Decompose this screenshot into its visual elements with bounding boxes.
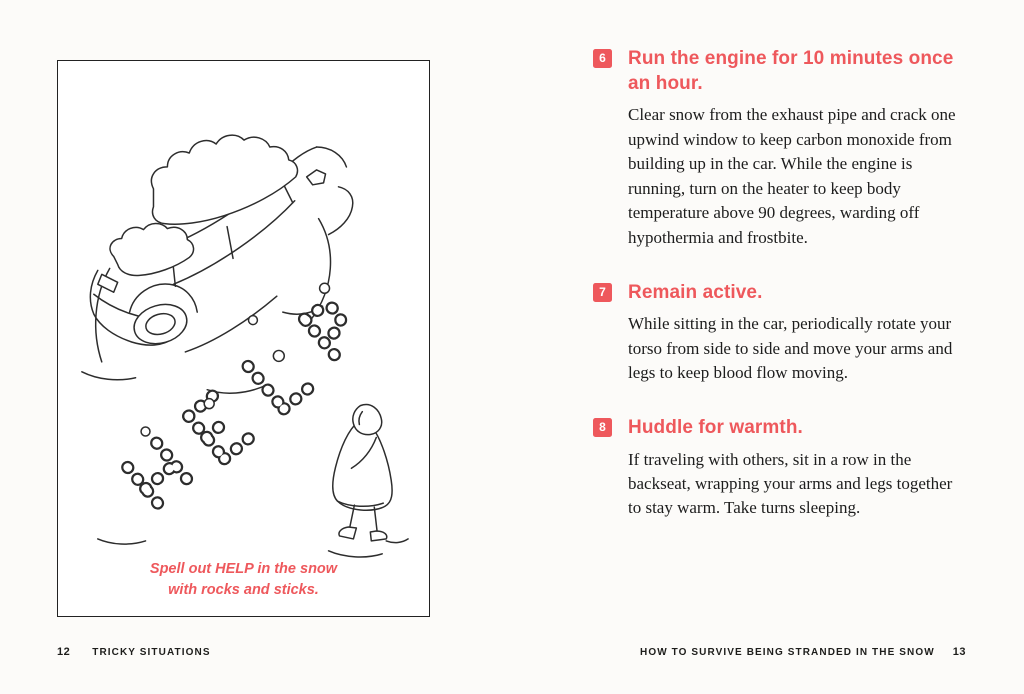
car-illustration [90, 135, 352, 352]
step-title: Run the engine for 10 minutes once an hour. [628, 48, 954, 95]
left-page-footer [57, 646, 211, 658]
step-number-badge: 6 [593, 49, 612, 68]
step-body: Clear snow from the exhaust pipe and crack one upwind window to keep carbon monoxide from building up in the car. While the engine is running, turn on the heater to keep body temperature above 90 degrees, warding off hypothermia and frostbite. [628, 105, 956, 247]
right-page-footer [640, 646, 966, 658]
page-number-left: 12 [57, 646, 71, 658]
running-head-right: HOW TO SURVIVE BEING STRANDED IN THE SNOW [640, 647, 935, 658]
step-item-6 [593, 46, 967, 250]
running-head-left: TRICKY SITUATIONS [92, 647, 211, 658]
page-number-right: 13 [952, 646, 966, 658]
step-number-badge: 7 [593, 283, 612, 302]
caption-line-2: with rocks and sticks. [168, 581, 319, 598]
step-item-7 [593, 280, 967, 385]
illustration-caption [66, 559, 421, 600]
step-title: Huddle for warmth. [628, 417, 803, 439]
caption-line-1: Spell out HELP in the snow [149, 561, 338, 578]
stranded-car-illustration [58, 61, 429, 616]
step-number-badge: 8 [593, 418, 612, 437]
person-illustration [333, 405, 392, 541]
illustration-frame [57, 60, 430, 617]
step-body: While sitting in the car, periodically rotate your torso from side to side and move your arms and legs to keep blood flow moving. [628, 314, 953, 382]
step-body: If traveling with others, sit in a row in the backseat, wrapping your arms and legs together to stay warm. Take turns sleeping. [628, 449, 953, 518]
step-title: Remain active. [628, 281, 763, 303]
right-page-steps [593, 46, 967, 551]
step-item-8 [593, 415, 967, 520]
